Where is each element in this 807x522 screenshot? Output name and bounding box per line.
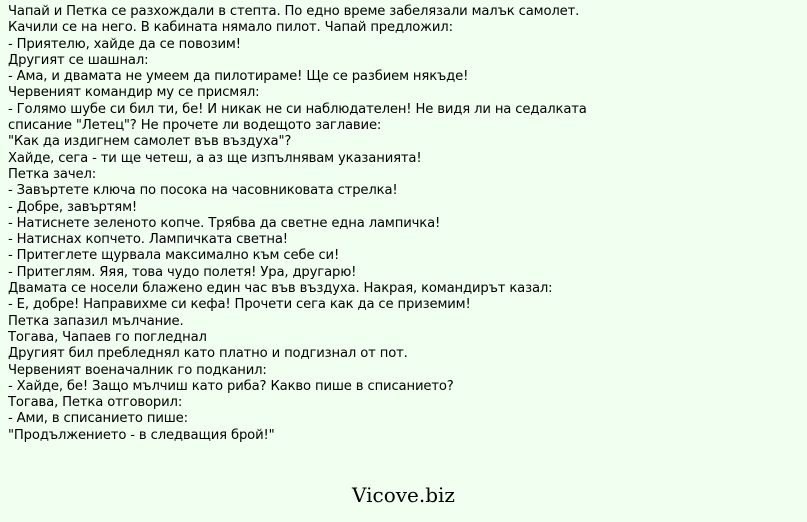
joke-line: - Хайде, бе! Защо мълчиш като риба? Какво пише в списанието? [8, 378, 454, 394]
joke-line: - Притеглям. Яяя, това чудо полетя! Ура, другарю! [8, 264, 357, 280]
joke-line: Петка зачел: [8, 166, 97, 182]
joke-line: Другият се шашнал: [8, 52, 149, 68]
joke-text [8, 4, 803, 444]
joke-line: - Притеглете щурвала максимално към себе си! [8, 248, 340, 264]
joke-line: - Голямо шубе си бил ти, бе! И никак не си наблюдателен! Не видя ли на седалката [8, 101, 587, 117]
joke-line: Другият бил пребледнял като платно и подгизнал от пот. [8, 346, 408, 362]
joke-line: - Е, добре! Направихме си кефа! Прочети сега как да се приземим! [8, 297, 471, 313]
site-watermark: Vicove.biz [352, 483, 455, 507]
joke-line: Тогава, Петка отговорил: [8, 395, 183, 411]
joke-line: - Приятелю, хайде да се повозим! [8, 36, 241, 52]
joke-line: - Ами, в списанието пише: [8, 411, 188, 427]
joke-line: - Натиснах копчето. Лампичката светна! [8, 232, 288, 248]
joke-line: Качили се на него. В кабината нямало пилот. Чапай предложил: [8, 20, 453, 36]
joke-line: "Продължението - в следващия брой!" [8, 427, 275, 443]
joke-line: - Завъртете ключа по посока на часовниковата стрелка! [8, 183, 398, 199]
joke-line: - Ама, и двамата не умеем да пилотираме! Ще се разбием някъде! [8, 69, 469, 85]
joke-line: Петка запазил мълчание. [8, 313, 184, 329]
joke-line: Тогава, Чапаев го погледнал [8, 329, 207, 345]
joke-line: Хайде, сега - ти ще четеш, а аз ще изпълнявам указанията! [8, 150, 422, 166]
joke-line: "Как да издигнем самолет във въздуха"? [8, 134, 292, 150]
joke-line: Червеният военачалник го подканил: [8, 362, 267, 378]
joke-line: списание "Летец"? Не прочете ли водещото заглавие: [8, 118, 382, 134]
joke-line: Двамата се носели блажено един час във въздуха. Накрая, командирът казал: [8, 281, 553, 297]
joke-line: Чапай и Петка се разхождали в степта. По едно време забелязали малък самолет. [8, 4, 580, 19]
joke-line: Червеният командир му се присмял: [8, 85, 260, 101]
joke-line: - Добре, завъртям! [8, 199, 138, 215]
joke-line: - Натиснете зеленото копче. Трябва да светне една лампичка! [8, 215, 441, 231]
